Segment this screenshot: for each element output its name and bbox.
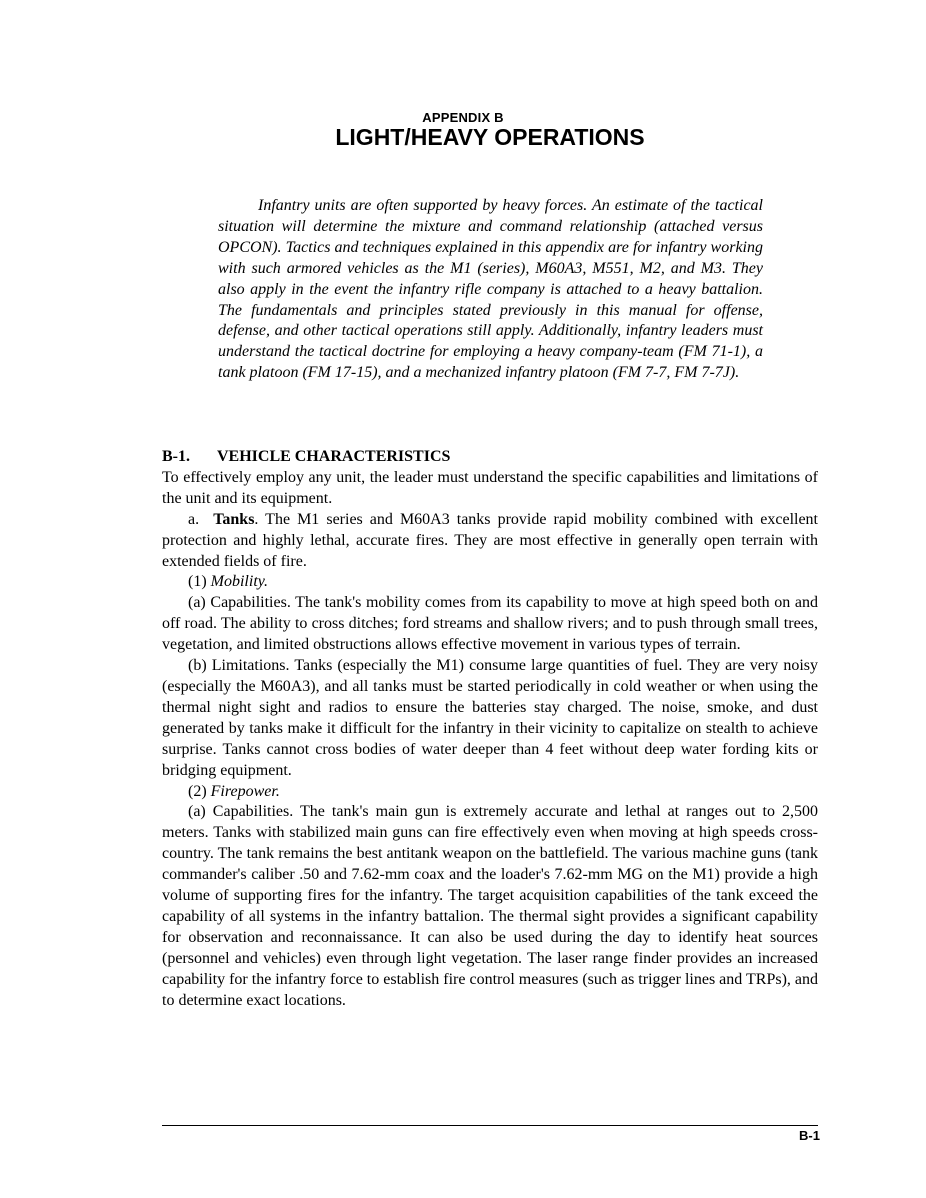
paragraph-mobility-limitations: (b) Limitations. Tanks (especially the M1) consume large quantities of fuel. They are very noisy (especially the M60A3), and all tanks must be started periodically in cold weather or when using the thermal night sight and radios to ensure the batteries stay charged. The noise, smoke, and dust generated by tanks make it difficult for the infantry in their vicinity to capitalize on stealth to achieve surprise. Tanks cannot cross bodies of water deeper than 4 feet without deep water fording kits or bridging equipment. (162, 657, 818, 779)
section-intro: To effectively employ any unit, the leader must understand the specific capabilities and limitations of the unit and its equipment. (162, 468, 818, 507)
appendix-label: APPENDIX B (422, 110, 504, 125)
paragraph-tanks (162, 510, 818, 573)
section-heading (162, 447, 818, 468)
tanks-text: . The M1 series and M60A3 tanks provide rapid mobility combined with excellent protection and highly lethal, accurate fires. They are most effective in generally open terrain with extended fields of fire. (162, 510, 819, 570)
subheading-marker: (1) (188, 573, 207, 591)
firepower-label: Firepower. (210, 782, 280, 800)
paragraph-marker: a. (188, 510, 200, 528)
main-content (162, 447, 818, 1011)
subheading-marker: (2) (188, 782, 207, 800)
page-title: LIGHT/HEAVY OPERATIONS (335, 124, 645, 150)
section-number: B-1. (162, 448, 190, 465)
tanks-label: Tanks (213, 510, 255, 528)
page-number: B-1 (799, 1128, 820, 1143)
section-title: VEHICLE CHARACTERISTICS (217, 448, 451, 465)
footer-rule (162, 1125, 818, 1126)
paragraph-mobility-capabilities: (a) Capabilities. The tank's mobility comes from its capability to move at high speed both on and off road. The ability to cross ditches; ford streams and shallow rivers; and to push through small trees, vegetation, and limited obstructions allows effective movement in various types of terrain. (162, 594, 818, 654)
appendix-abstract: Infantry units are often supported by heavy forces. An estimate of the tactical situation will determine the mixture and command relationship (attached versus OPCON). Tactics and techniques explained in this appendix are for infantry working with such armored vehicles as the M1 (series), M60A3, M551, M2, and M3. They also apply in the event the infantry rifle company is attached to a heavy battalion. The fundamentals and principles stated previously in this manual for offense, defense, and other tactical operations still apply. Additionally, infantry leaders must understand the tactical doctrine for employing a heavy company-team (FM 71-1), a tank platoon (FM 17-15), and a mechanized infantry platoon (FM 7-7, FM 7-7J). (218, 197, 763, 382)
mobility-label: Mobility. (210, 573, 268, 591)
paragraph-firepower-capabilities: (a) Capabilities. The tank's main gun is extremely accurate and lethal at ranges out to 2,500 meters. Tanks with stabilized main guns can fire effectively even when moving at high speeds cross-country. The tank remains the best antitank weapon on the battlefield. The various machine guns (tank commander's caliber .50 and 7.62-mm coax and the loader's 7.62-mm MG on the M1) provide a high volume of supporting fires for the infantry. The target acquisition capabilities of the tank exceed the capability of all systems in the infantry battalion. The thermal sight provides a significant capability for observation and reconnaissance. It can also be used during the day to identify heat sources (personnel and vehicles) even through light vegetation. The laser range finder provides an increased capability for the infantry force to establish fire control measures (such as trigger lines and TRPs), and to determine exact locations. (162, 803, 818, 1009)
subheading-mobility (162, 572, 818, 593)
subheading-firepower (162, 782, 818, 803)
